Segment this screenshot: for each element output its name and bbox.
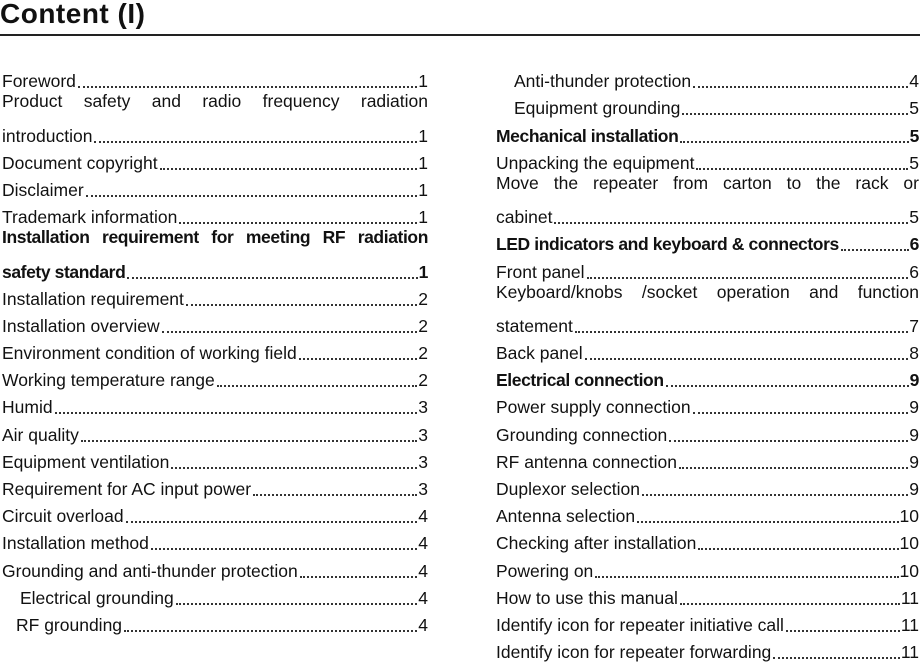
toc-entry[interactable]	[2, 118, 428, 145]
dot-leader	[693, 86, 908, 88]
toc-entry-page: 5	[909, 207, 919, 228]
toc-entry-page: 1	[418, 261, 428, 282]
toc-entry[interactable]	[496, 146, 919, 173]
toc-entry[interactable]	[2, 363, 428, 390]
toc-entry[interactable]	[2, 336, 428, 363]
toc-entry-page: 11	[900, 642, 919, 662]
toc-entry-title: Disclaimer	[2, 179, 84, 200]
toc-entry-page: 1	[418, 179, 428, 200]
toc-entry-title: Move the repeater from carton to the rack or	[496, 172, 919, 193]
toc-entry[interactable]	[496, 200, 919, 227]
dot-leader	[86, 195, 418, 197]
toc-entry-title: Mechanical installation	[496, 125, 679, 146]
dot-leader	[698, 548, 898, 550]
toc-entry-title: RF antenna connection	[496, 451, 677, 472]
toc-entry[interactable]	[496, 390, 919, 417]
dot-leader	[162, 331, 418, 333]
toc-entry-page: 6	[909, 261, 919, 282]
toc-entry[interactable]	[496, 553, 919, 580]
toc-entry[interactable]	[2, 526, 428, 553]
dot-leader	[669, 440, 908, 442]
toc-entry[interactable]	[496, 227, 919, 254]
toc-entry[interactable]	[2, 200, 428, 227]
toc-entry-title: RF grounding	[16, 614, 123, 635]
toc-entry-title: Identify icon for repeater initiative call	[496, 614, 784, 635]
toc-entry-title: Environment condition of working field	[2, 343, 297, 364]
dot-leader	[554, 222, 908, 224]
toc-entry-page: 11	[900, 614, 919, 635]
toc-entry[interactable]	[2, 309, 428, 336]
dot-leader	[171, 467, 417, 469]
toc-entry[interactable]	[496, 608, 919, 635]
toc-entry[interactable]	[2, 608, 428, 635]
dot-leader	[160, 168, 418, 170]
toc-entry-page: 4	[418, 533, 428, 554]
toc-entry-page: 6	[909, 234, 919, 255]
toc-entry-title: Electrical connection	[496, 370, 664, 391]
toc-entry-page: 2	[418, 343, 428, 364]
toc-entry-page: 9	[909, 451, 919, 472]
toc-entry[interactable]	[2, 64, 428, 91]
toc-entry-page: 10	[899, 533, 919, 554]
toc-entry[interactable]	[2, 282, 428, 309]
dot-leader	[693, 412, 909, 414]
dot-leader	[642, 494, 908, 496]
toc-entry-title: Checking after installation	[496, 533, 697, 554]
dot-leader	[300, 576, 418, 578]
toc-entry-title: Circuit overload	[2, 506, 124, 527]
toc-entry[interactable]	[496, 336, 919, 363]
dot-leader	[682, 113, 908, 115]
toc-entry-page: 8	[909, 343, 919, 364]
toc-entry-title: Requirement for AC input power	[2, 479, 252, 499]
toc-entry[interactable]	[496, 635, 919, 662]
toc-entry-page: 5	[909, 125, 919, 146]
toc-entry-title: Air quality	[2, 424, 79, 445]
dot-leader	[575, 331, 908, 333]
dot-leader	[680, 141, 908, 143]
toc-entry-page: 2	[418, 370, 428, 391]
toc-entry-page: 1	[418, 71, 428, 92]
toc-left-column	[2, 64, 428, 635]
toc-entry-page: 1	[418, 207, 428, 228]
dot-leader	[55, 412, 418, 414]
dot-leader	[78, 86, 417, 88]
toc-entry-page: 4	[418, 587, 428, 608]
toc-entry-page: 3	[418, 479, 428, 499]
dot-leader	[587, 277, 909, 279]
toc-entry-page: 10	[899, 506, 919, 527]
toc-entry-title: statement	[496, 315, 573, 336]
toc-entry-page: 7	[909, 315, 919, 336]
toc-entry-page: 4	[909, 71, 919, 92]
page-title: Content (I)	[0, 0, 146, 29]
toc-entry-page: 4	[418, 560, 428, 581]
dot-leader	[773, 657, 900, 659]
toc-entry[interactable]	[2, 553, 428, 580]
toc-entry-title: introduction	[2, 125, 93, 146]
dot-leader	[124, 630, 417, 632]
toc-entry-title: Electrical grounding	[20, 587, 174, 608]
toc-entry-page: 3	[418, 424, 428, 445]
dot-leader	[637, 521, 898, 523]
toc-entry[interactable]	[2, 146, 428, 173]
dot-leader	[81, 440, 417, 442]
toc-entry-page: 4	[418, 506, 428, 527]
dot-leader	[94, 141, 417, 143]
dot-leader	[680, 603, 900, 605]
toc-entry[interactable]	[496, 173, 919, 200]
toc-entry-title: Power supply connection	[496, 397, 691, 418]
toc-entry-title: Installation method	[2, 533, 149, 554]
toc-entry-title: How to use this manual	[496, 587, 678, 608]
dot-leader	[666, 385, 909, 387]
toc-entry-page: 11	[900, 587, 919, 608]
toc-entry[interactable]	[496, 64, 919, 91]
toc-entry[interactable]	[496, 472, 919, 499]
toc-entry[interactable]	[496, 91, 919, 118]
toc-entry-page: 4	[418, 614, 428, 635]
toc-entry[interactable]	[2, 173, 428, 200]
dot-leader	[217, 385, 418, 387]
toc-entry-title: Grounding connection	[496, 424, 668, 445]
toc-entry-title: Equipment grounding	[514, 98, 681, 119]
toc-entry[interactable]	[2, 472, 428, 499]
toc-entry-title: LED indicators and keyboard & connectors	[496, 234, 839, 255]
toc-entry-title: Trademark information	[2, 207, 178, 228]
toc-entry[interactable]	[496, 118, 919, 145]
title-divider	[0, 34, 920, 36]
toc-entry-page: 9	[909, 479, 919, 499]
dot-leader	[186, 304, 417, 306]
toc-right-column	[496, 64, 919, 662]
toc-entry-title: Antenna selection	[496, 506, 636, 527]
toc-entry[interactable]	[496, 445, 919, 472]
dot-leader	[841, 249, 909, 251]
dot-leader	[179, 222, 417, 224]
dot-leader	[679, 467, 908, 469]
toc-entry-title: Installation requirement for meeting RF radiation	[2, 227, 428, 248]
toc-entry-title: Humid	[2, 397, 53, 418]
toc-entry[interactable]	[496, 581, 919, 608]
toc-entry-title: Front panel	[496, 261, 585, 282]
dot-leader	[253, 494, 417, 496]
dot-leader	[585, 358, 909, 360]
toc-entry-title: Foreword	[2, 71, 76, 92]
dot-leader	[127, 277, 417, 279]
toc-entry[interactable]	[496, 282, 919, 309]
toc-entry-page: 5	[909, 98, 919, 119]
toc-entry-title: Document copyright	[2, 152, 158, 173]
toc-entry-title: Unpacking the equipment	[496, 152, 695, 173]
toc-entry-title: Grounding and anti-thunder protection	[2, 560, 298, 581]
toc-entry[interactable]	[2, 499, 428, 526]
toc-entry-title: Identify icon for repeater forwarding	[496, 642, 772, 662]
toc-entry-title: Installation requirement	[2, 288, 184, 309]
toc-entry[interactable]	[496, 526, 919, 553]
toc-entry-page: 3	[418, 451, 428, 472]
toc-entry-title: Back panel	[496, 343, 583, 364]
toc-entry[interactable]	[2, 91, 428, 118]
toc-entry-title: Equipment ventilation	[2, 451, 170, 472]
toc-entry-title: Installation overview	[2, 315, 160, 336]
dot-leader	[786, 630, 900, 632]
toc-entry-page: 9	[909, 397, 919, 418]
toc-entry[interactable]	[2, 417, 428, 444]
toc-entry-page: 10	[899, 560, 919, 581]
toc-entry-title: Duplexor selection	[496, 479, 640, 499]
toc-entry-title: safety standard	[2, 261, 126, 282]
toc-entry-page: 9	[909, 424, 919, 445]
dot-leader	[176, 603, 418, 605]
toc-entry-title: Anti-thunder protection	[514, 71, 692, 92]
toc-entry[interactable]	[2, 254, 428, 281]
toc-entry[interactable]	[496, 254, 919, 281]
toc-entry-page: 2	[418, 315, 428, 336]
toc-entry[interactable]	[496, 363, 919, 390]
toc-entry-title: Working temperature range	[2, 370, 215, 391]
toc-entry[interactable]	[496, 309, 919, 336]
toc-entry-title: Keyboard/knobs /socket operation and function	[496, 281, 919, 302]
dot-leader	[126, 521, 418, 523]
toc-entry[interactable]	[2, 445, 428, 472]
toc-entry[interactable]	[496, 499, 919, 526]
toc-entry-page: 1	[418, 152, 428, 173]
dot-leader	[299, 358, 418, 360]
toc-entry-title: Powering on	[496, 560, 594, 581]
toc-entry[interactable]	[2, 581, 428, 608]
toc-entry[interactable]	[496, 417, 919, 444]
toc-entry-title: Product safety and radio frequency radiation	[2, 91, 428, 112]
dot-leader	[696, 168, 908, 170]
toc-entry-title: cabinet	[496, 207, 553, 228]
toc-entry[interactable]	[2, 390, 428, 417]
dot-leader	[595, 576, 898, 578]
toc-entry-page: 2	[418, 288, 428, 309]
dot-leader	[151, 548, 417, 550]
toc-entry-page: 1	[418, 125, 428, 146]
toc-entry-page: 3	[418, 397, 428, 418]
toc-entry-page: 9	[909, 370, 919, 391]
toc-entry-page: 5	[909, 152, 919, 173]
toc-entry[interactable]	[2, 227, 428, 254]
